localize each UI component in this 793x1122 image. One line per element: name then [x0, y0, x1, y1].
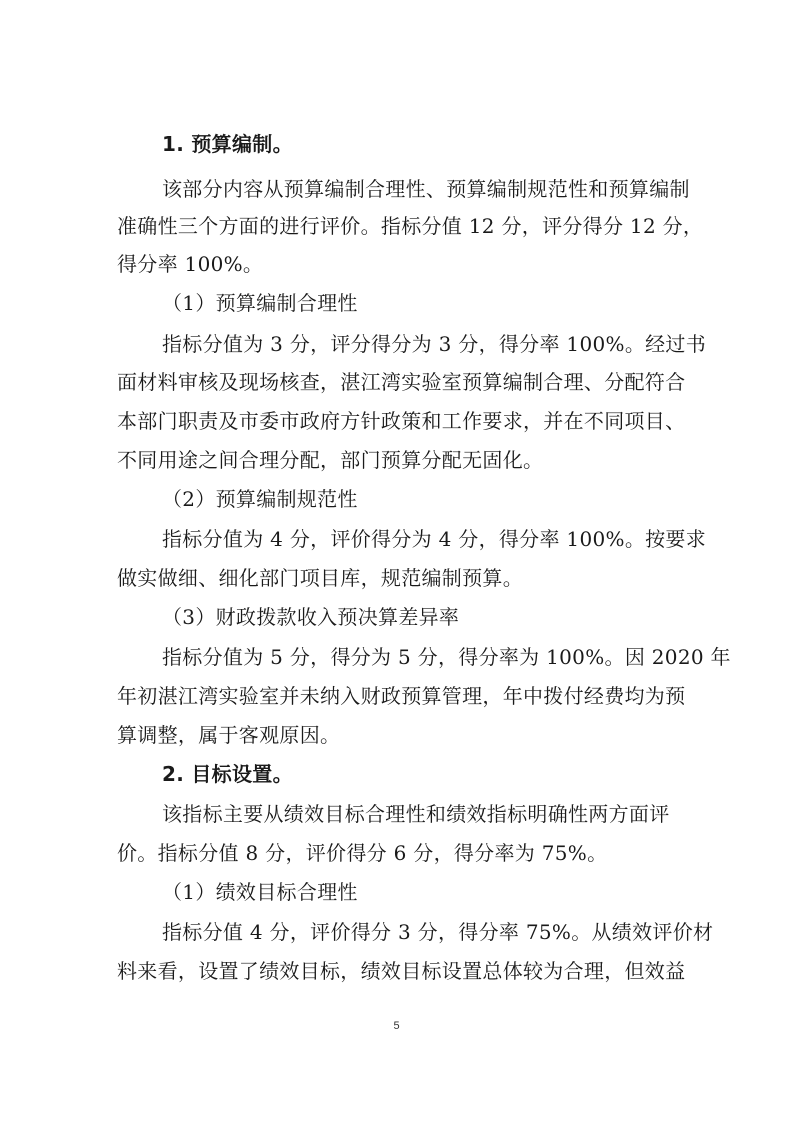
paragraph-line: 得分率 100%。	[117, 252, 264, 276]
paragraph-line: 该指标主要从绩效目标合理性和绩效指标明确性两方面评	[162, 802, 670, 826]
paragraph-line: 不同用途之间合理分配，部门预算分配无固化。	[117, 448, 544, 472]
paragraph-line: 料来看，设置了绩效目标，绩效目标设置总体较为合理，但效益	[117, 959, 686, 983]
paragraph-line: 做实做细、细化部门项目库，规范编制预算。	[117, 566, 523, 590]
paragraph-line: 价。指标分值 8 分，评价得分 6 分，得分率为 75%。	[117, 841, 608, 865]
paragraph-line: 准确性三个方面的进行评价。指标分值 12 分，评分得分 12 分，	[117, 214, 704, 238]
paragraph-line: 指标分值为 5 分，得分为 5 分，得分率为 100%。因 2020 年	[162, 645, 731, 669]
subheading-line: （2）预算编制规范性	[162, 487, 358, 511]
subheading-line: （3）财政拨款收入预决算差异率	[162, 605, 460, 629]
paragraph-line: 指标分值 4 分，评价得分 3 分，得分率 75%。从绩效评价材	[162, 920, 714, 944]
subheading-line: （1）预算编制合理性	[162, 291, 358, 315]
paragraph-line: 指标分值为 4 分，评价得分为 4 分，得分率 100%。按要求	[162, 527, 707, 551]
paragraph-line: 面材料审核及现场核查，湛江湾实验室预算编制合理、分配符合	[117, 370, 686, 394]
section-heading-budget-preparation: 1. 预算编制。	[162, 132, 293, 156]
subheading-line: （1）绩效目标合理性	[162, 880, 358, 904]
paragraph-line: 算调整，属于客观原因。	[117, 723, 341, 747]
section-heading-target-setting: 2. 目标设置。	[162, 762, 293, 786]
paragraph-line: 该部分内容从预算编制合理性、预算编制规范性和预算编制	[162, 177, 690, 201]
page-number: 5	[393, 1020, 400, 1032]
paragraph-line: 本部门职责及市委市政府方针政策和工作要求，并在不同项目、	[117, 409, 686, 433]
paragraph-line: 年初湛江湾实验室并未纳入财政预算管理，年中拨付经费均为预	[117, 684, 686, 708]
paragraph-line: 指标分值为 3 分，评分得分为 3 分，得分率 100%。经过书	[162, 332, 707, 356]
